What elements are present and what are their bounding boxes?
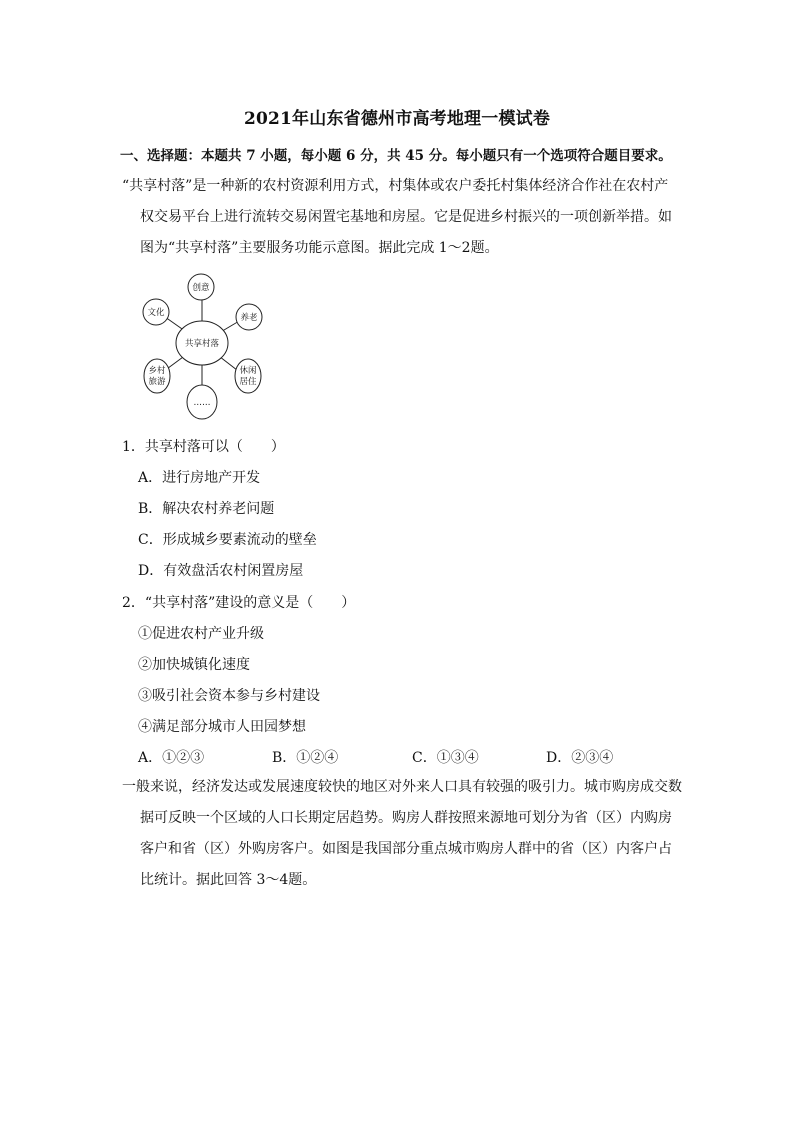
passage-2-line-2: 据可反映一个区域的人口长期定居趋势。购房人群按照来源地可划分为省（区）内购房: [140, 810, 672, 826]
node-bottom-left: [144, 359, 170, 393]
q2-option-c[interactable]: C．①③④: [412, 750, 479, 766]
q1-option-a[interactable]: A．进行房地产开发: [138, 470, 261, 486]
node-top-right-label: 养老: [240, 313, 258, 323]
passage-2: [122, 772, 682, 896]
shared-village-diagram: [138, 270, 278, 425]
q1-stem: 1．共享村落可以（ ）: [122, 439, 285, 455]
q2-statement-1: ①促进农村产业升级: [138, 626, 264, 642]
passage-1: [122, 171, 677, 264]
passage-1-line-1: “共享村落”是一种新的农村资源利用方式，村集体或农户委托村集体经济合作社在农村产: [122, 178, 669, 194]
passage-2-line-1: 一般来说，经济发达或发展速度较快的地区对外来人口具有较强的吸引力。城市购房成交数: [122, 779, 682, 795]
q2-stem: 2．“共享村落”建设的意义是（ ）: [122, 595, 356, 611]
node-bottom-right-label-2: 居住: [239, 377, 257, 387]
node-top-left-label: 文化: [147, 308, 165, 318]
q2-option-a[interactable]: A．①②③: [138, 750, 205, 766]
passage-2-line-3: 客户和省（区）外购房客户。如图是我国部分重点城市购房人群中的省（区）内客户占: [140, 841, 672, 857]
node-bottom-left-label-1: 乡村: [148, 366, 166, 376]
passage-2-line-4: 比统计。据此回答 3～4题。: [140, 872, 317, 888]
page-title: 2021年山东省德州市高考地理一模试卷: [243, 109, 551, 129]
section-heading: 一、选择题：本题共 7 小题，每小题 6 分，共 45 分。每小题只有一个选项符合题目要求。: [120, 148, 672, 164]
center-node-label: 共享村落: [184, 339, 220, 349]
q1-option-d[interactable]: D．有效盘活农村闲置房屋: [138, 563, 304, 579]
q2-option-b[interactable]: B．①②④: [272, 750, 339, 766]
q1-option-b[interactable]: B．解决农村养老问题: [138, 501, 275, 517]
q2-statement-2: ②加快城镇化速度: [138, 657, 250, 673]
node-bottom-right: [235, 359, 261, 393]
q2-statement-4: ④满足部分城市人田园梦想: [138, 719, 306, 735]
node-top-label: 创意: [192, 283, 210, 293]
q1-option-c[interactable]: C．形成城乡要素流动的壁垒: [138, 532, 317, 548]
q2-statement-3: ③吸引社会资本参与乡村建设: [138, 688, 320, 704]
passage-1-line-3: 图为“共享村落”主要服务功能示意图。据此完成 1～2题。: [140, 240, 499, 256]
passage-1-line-2: 权交易平台上进行流转交易闲置宅基地和房屋。它是促进乡村振兴的一项创新举措。如: [140, 209, 672, 225]
node-bottom-left-label-2: 旅游: [148, 377, 166, 387]
node-bottom-right-label-1: 休闲: [239, 366, 257, 376]
q2-option-d[interactable]: D．②③④: [546, 750, 614, 766]
node-bottom-label: ……: [193, 398, 211, 408]
